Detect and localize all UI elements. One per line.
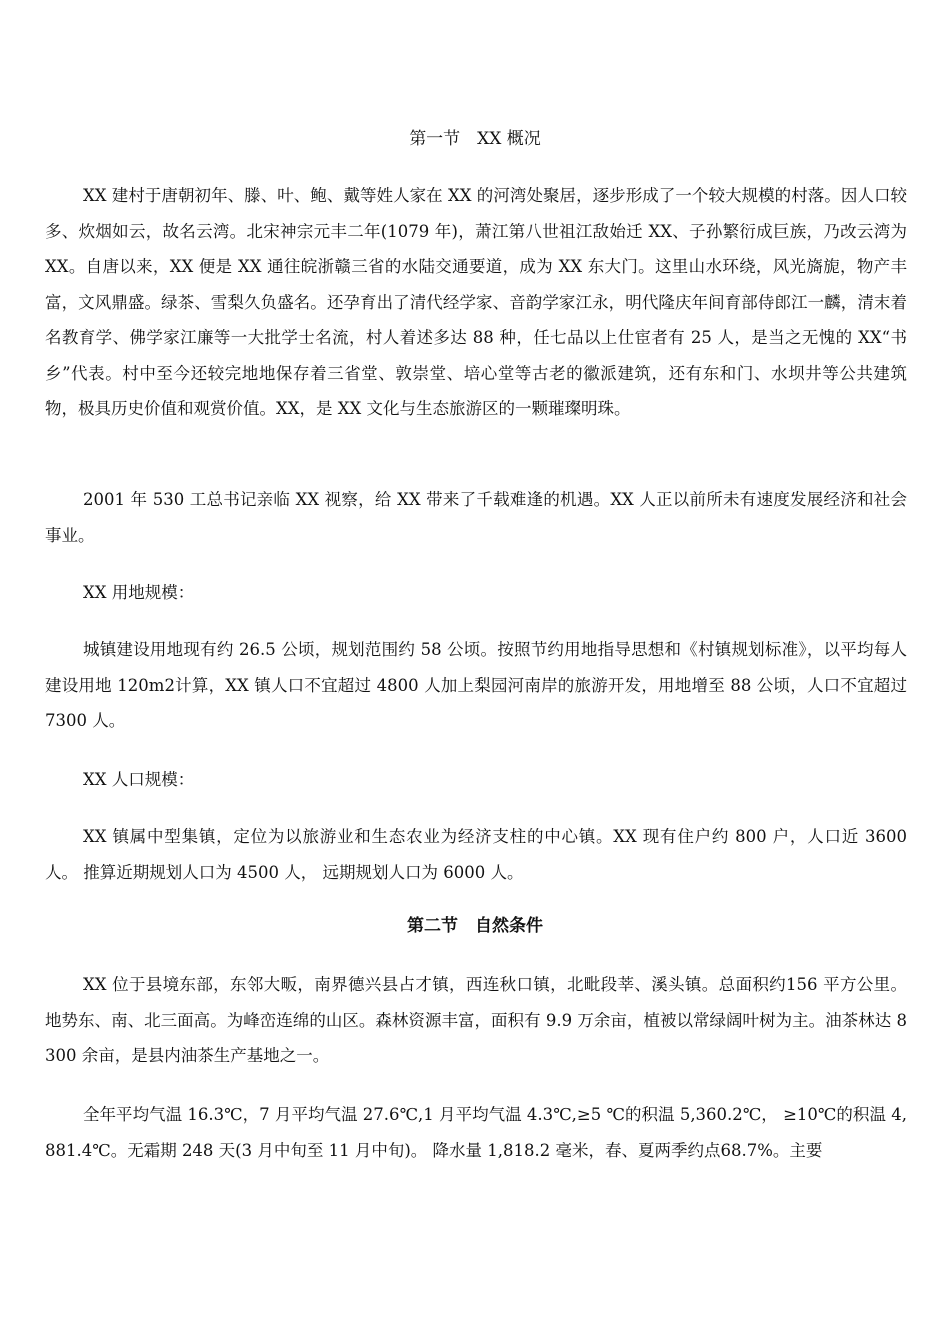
- paragraph-geography: XX 位于县境东部，东邻大畈，南界德兴县占才镇，西连秋口镇，北毗段莘、溪头镇。总面积约156 平方公里。地势东、南、北三面高。为峰峦连绵的山区。森林资源丰富，面积有 9.9 万余亩，植被以常绿阔叶树为主。油茶林达 8300 余亩，是县内油茶生产基地之一。: [45, 975, 907, 1065]
- section-title-overview: 第一节 XX 概况: [409, 129, 541, 149]
- section-title-natural-conditions: 第二节 自然条件: [407, 916, 543, 936]
- paragraph-population-scale: XX 镇属中型集镇，定位为以旅游业和生态农业为经济支柱的中心镇。XX 现有住户约 800 户，人口近 3600 人。 推算近期规划人口为 4500 人， 远期规划人口为 6000 人。: [45, 827, 907, 882]
- paragraph-history: XX 建村于唐朝初年、滕、叶、鲍、戴等姓人家在 XX 的河湾处聚居，逐步形成了一个较大规模的村落。因人口较多、炊烟如云，故名云湾。北宋神宗元丰二年(1079 年)，萧江第八世祖江敌始迁 XX、子孙繁衍成巨族，乃改云湾为 XX。自唐以来，XX 便是 XX 通往皖浙赣三省的水陆交通要道，成为 XX 东大门。这里山水环绕，风光旖旎，物产丰富，文风鼎盛。绿茶、雪梨久负盛名。还孕育出了清代经学家、音韵学家江永，明代隆庆年间育部侍郎江一麟，清末着名教育学、佛学家江廉等一大批学士名流，村人着述多达 88 种，任七品以上仕宦者有 25 人，是当之无愧的 XX“书乡”代表。村中至今还较完地地保存着三省堂、敦崇堂、培心堂等古老的徽派建筑，还有东和门、水坝井等公共建筑物，极具历史价值和观赏价值。XX，是 XX 文化与生态旅游区的一颗璀璨明珠。: [45, 186, 907, 418]
- paragraph-land-heading: XX 用地规模：: [83, 583, 195, 602]
- paragraph-development: 2001 年 530 工总书记亲临 XX 视察，给 XX 带来了千载难逢的机遇。XX 人正以前所未有速度发展经济和社会事业。: [45, 490, 907, 545]
- paragraph-climate: 全年平均气温 16.3℃，7 月平均气温 27.6℃,1 月平均气温 4.3℃,≥5 ℃的积温 5,360.2℃， ≥10℃的积温 4,881.4℃。无霜期 248 天(3 月中旬至 11 月中旬)。 降水量 1,818.2 毫米，春、夏两季约点68.7%。主要: [45, 1105, 907, 1160]
- paragraph-population-heading: XX 人口规模：: [83, 770, 195, 789]
- paragraph-land-scale: 城镇建设用地现有约 26.5 公顷，规划范围约 58 公顷。按照节约用地指导思想和《村镇规划标准》，以平均每人建设用地 120m2计算，XX 镇人口不宜超过 4800 人加上梨园河南岸的旅游开发，用地增至 88 公顷，人口不宜超过 7300 人。: [45, 640, 907, 730]
